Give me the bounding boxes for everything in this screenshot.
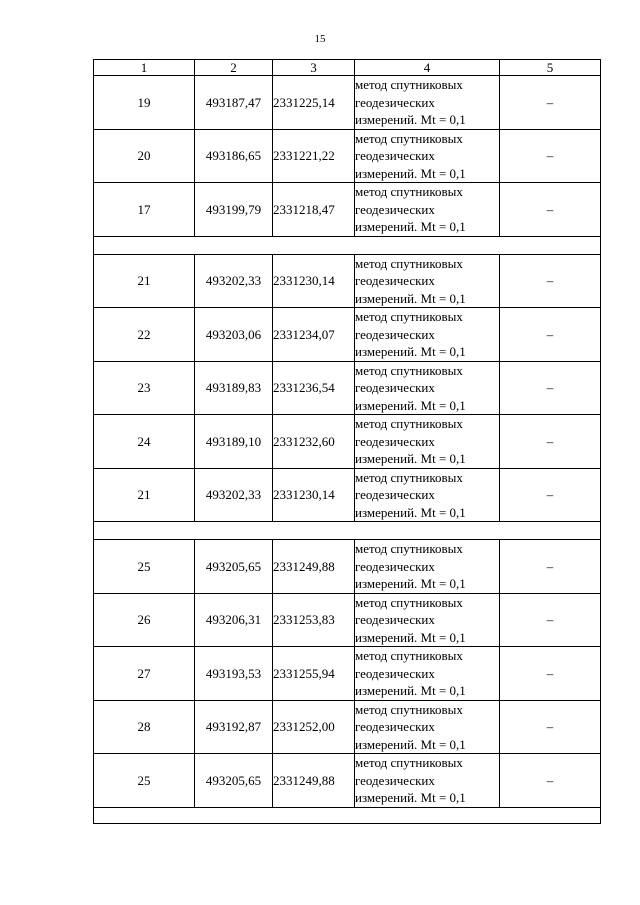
- group-separator-cell: [94, 807, 601, 823]
- point-number: 19: [94, 76, 195, 130]
- method-line: геодезических: [355, 380, 435, 395]
- method-cell: [355, 361, 500, 415]
- coord-x: 493192,87: [195, 700, 273, 754]
- coord-x: 493189,10: [195, 415, 273, 469]
- method-line: геодезических: [355, 201, 435, 217]
- coord-x: 493186,65: [195, 129, 273, 183]
- method-line: метод спутниковых: [355, 541, 463, 556]
- group-separator-cell: [94, 236, 601, 254]
- point-number: 28: [94, 700, 195, 754]
- point-number: 24: [94, 415, 195, 469]
- coord-y: 2331232,60: [273, 415, 355, 469]
- header-col-5: 5: [500, 60, 601, 76]
- method-line: геодезических: [355, 94, 435, 110]
- coordinates-table: [93, 59, 601, 824]
- table-body: [94, 60, 601, 824]
- method-line: измерений. Mt = 0,1: [355, 629, 466, 645]
- method-line: геодезических: [355, 326, 435, 342]
- coord-x: 493199,79: [195, 183, 273, 237]
- table-row: [94, 129, 601, 183]
- coord-y: 2331218,47: [273, 183, 355, 237]
- point-number: 25: [94, 754, 195, 808]
- method-line: геодезических: [355, 719, 435, 734]
- method-line: метод спутниковых: [355, 416, 463, 431]
- table-row: [94, 593, 601, 647]
- method-cell: [355, 76, 500, 130]
- coord-y: 2331249,88: [273, 754, 355, 808]
- method-line: измерений. Mt = 0,1: [355, 504, 466, 520]
- method-cell: [355, 129, 500, 183]
- coord-x: 493189,83: [195, 361, 273, 415]
- method-line: геодезических: [355, 148, 435, 163]
- coord-y: 2331230,14: [273, 468, 355, 522]
- table-row: [94, 361, 601, 415]
- method-line: геодезических: [355, 273, 435, 288]
- point-number: 25: [94, 540, 195, 594]
- table-row: [94, 647, 601, 701]
- table-row: [94, 700, 601, 754]
- group-separator-row: [94, 807, 601, 823]
- group-separator-row: [94, 236, 601, 254]
- point-number: 21: [94, 254, 195, 308]
- description-dash: –: [500, 76, 601, 130]
- description-dash: –: [500, 700, 601, 754]
- coord-y: 2331249,88: [273, 540, 355, 594]
- method-line: геодезических: [355, 487, 435, 502]
- method-line: метод спутниковых: [355, 701, 463, 717]
- method-cell: [355, 540, 500, 594]
- table-row: [94, 254, 601, 308]
- description-dash: –: [500, 308, 601, 362]
- description-dash: –: [500, 754, 601, 808]
- method-line: геодезических: [355, 665, 435, 681]
- coord-x: 493202,33: [195, 468, 273, 522]
- page-number: 15: [314, 33, 326, 45]
- method-line: измерений. Mt = 0,1: [355, 683, 466, 698]
- header-col-2: 2: [195, 60, 273, 76]
- method-line: измерений. Mt = 0,1: [355, 290, 466, 306]
- coord-y: 2331225,14: [273, 76, 355, 130]
- table-row: [94, 468, 601, 522]
- description-dash: –: [500, 361, 601, 415]
- method-line: метод спутниковых: [355, 77, 463, 92]
- coord-x: 493193,53: [195, 647, 273, 701]
- header-col-1: 1: [94, 60, 195, 76]
- description-dash: –: [500, 129, 601, 183]
- description-dash: –: [500, 593, 601, 647]
- method-line: измерений. Mt = 0,1: [355, 165, 466, 181]
- header-col-4: 4: [355, 60, 500, 76]
- coord-y: 2331221,22: [273, 129, 355, 183]
- method-line: измерений. Mt = 0,1: [355, 112, 466, 127]
- point-number: 17: [94, 183, 195, 237]
- coord-x: 493202,33: [195, 254, 273, 308]
- method-cell: [355, 308, 500, 362]
- description-dash: –: [500, 540, 601, 594]
- method-line: метод спутниковых: [355, 184, 463, 199]
- method-line: метод спутниковых: [355, 755, 463, 770]
- table-row: [94, 76, 601, 130]
- coord-y: 2331236,54: [273, 361, 355, 415]
- header-row: [94, 60, 601, 76]
- point-number: 23: [94, 361, 195, 415]
- table-row: [94, 308, 601, 362]
- method-cell: [355, 754, 500, 808]
- method-cell: [355, 647, 500, 701]
- method-line: метод спутниковых: [355, 255, 463, 271]
- table-row: [94, 540, 601, 594]
- description-dash: –: [500, 647, 601, 701]
- method-line: метод спутниковых: [355, 648, 463, 663]
- coord-x: 493205,65: [195, 540, 273, 594]
- method-line: измерений. Mt = 0,1: [355, 576, 466, 591]
- coord-x: 493203,06: [195, 308, 273, 362]
- method-line: геодезических: [355, 558, 435, 574]
- coord-x: 493205,65: [195, 754, 273, 808]
- method-line: метод спутниковых: [355, 309, 463, 324]
- method-line: измерений. Mt = 0,1: [355, 397, 466, 413]
- method-line: метод спутниковых: [355, 130, 463, 146]
- method-cell: [355, 700, 500, 754]
- description-dash: –: [500, 183, 601, 237]
- method-line: метод спутниковых: [355, 362, 463, 378]
- method-line: измерений. Mt = 0,1: [355, 344, 466, 359]
- table-row: [94, 415, 601, 469]
- method-line: измерений. Mt = 0,1: [355, 790, 466, 805]
- header-col-3: 3: [273, 60, 355, 76]
- group-separator-cell: [94, 522, 601, 540]
- method-cell: [355, 415, 500, 469]
- method-cell: [355, 183, 500, 237]
- coord-y: 2331253,83: [273, 593, 355, 647]
- coord-y: 2331230,14: [273, 254, 355, 308]
- coord-y: 2331234,07: [273, 308, 355, 362]
- method-line: геодезических: [355, 433, 435, 449]
- table-row: [94, 183, 601, 237]
- point-number: 20: [94, 129, 195, 183]
- description-dash: –: [500, 468, 601, 522]
- description-dash: –: [500, 415, 601, 469]
- group-separator-row: [94, 522, 601, 540]
- method-cell: [355, 468, 500, 522]
- description-dash: –: [500, 254, 601, 308]
- method-cell: [355, 593, 500, 647]
- table-row: [94, 754, 601, 808]
- point-number: 21: [94, 468, 195, 522]
- point-number: 27: [94, 647, 195, 701]
- method-line: геодезических: [355, 772, 435, 788]
- method-line: измерений. Mt = 0,1: [355, 219, 466, 234]
- coord-x: 493187,47: [195, 76, 273, 130]
- coord-y: 2331255,94: [273, 647, 355, 701]
- coord-x: 493206,31: [195, 593, 273, 647]
- point-number: 26: [94, 593, 195, 647]
- method-cell: [355, 254, 500, 308]
- method-line: геодезических: [355, 612, 435, 627]
- coord-y: 2331252,00: [273, 700, 355, 754]
- point-number: 22: [94, 308, 195, 362]
- method-line: метод спутниковых: [355, 469, 463, 485]
- method-line: измерений. Mt = 0,1: [355, 736, 466, 752]
- method-line: измерений. Mt = 0,1: [355, 451, 466, 466]
- method-line: метод спутниковых: [355, 594, 463, 610]
